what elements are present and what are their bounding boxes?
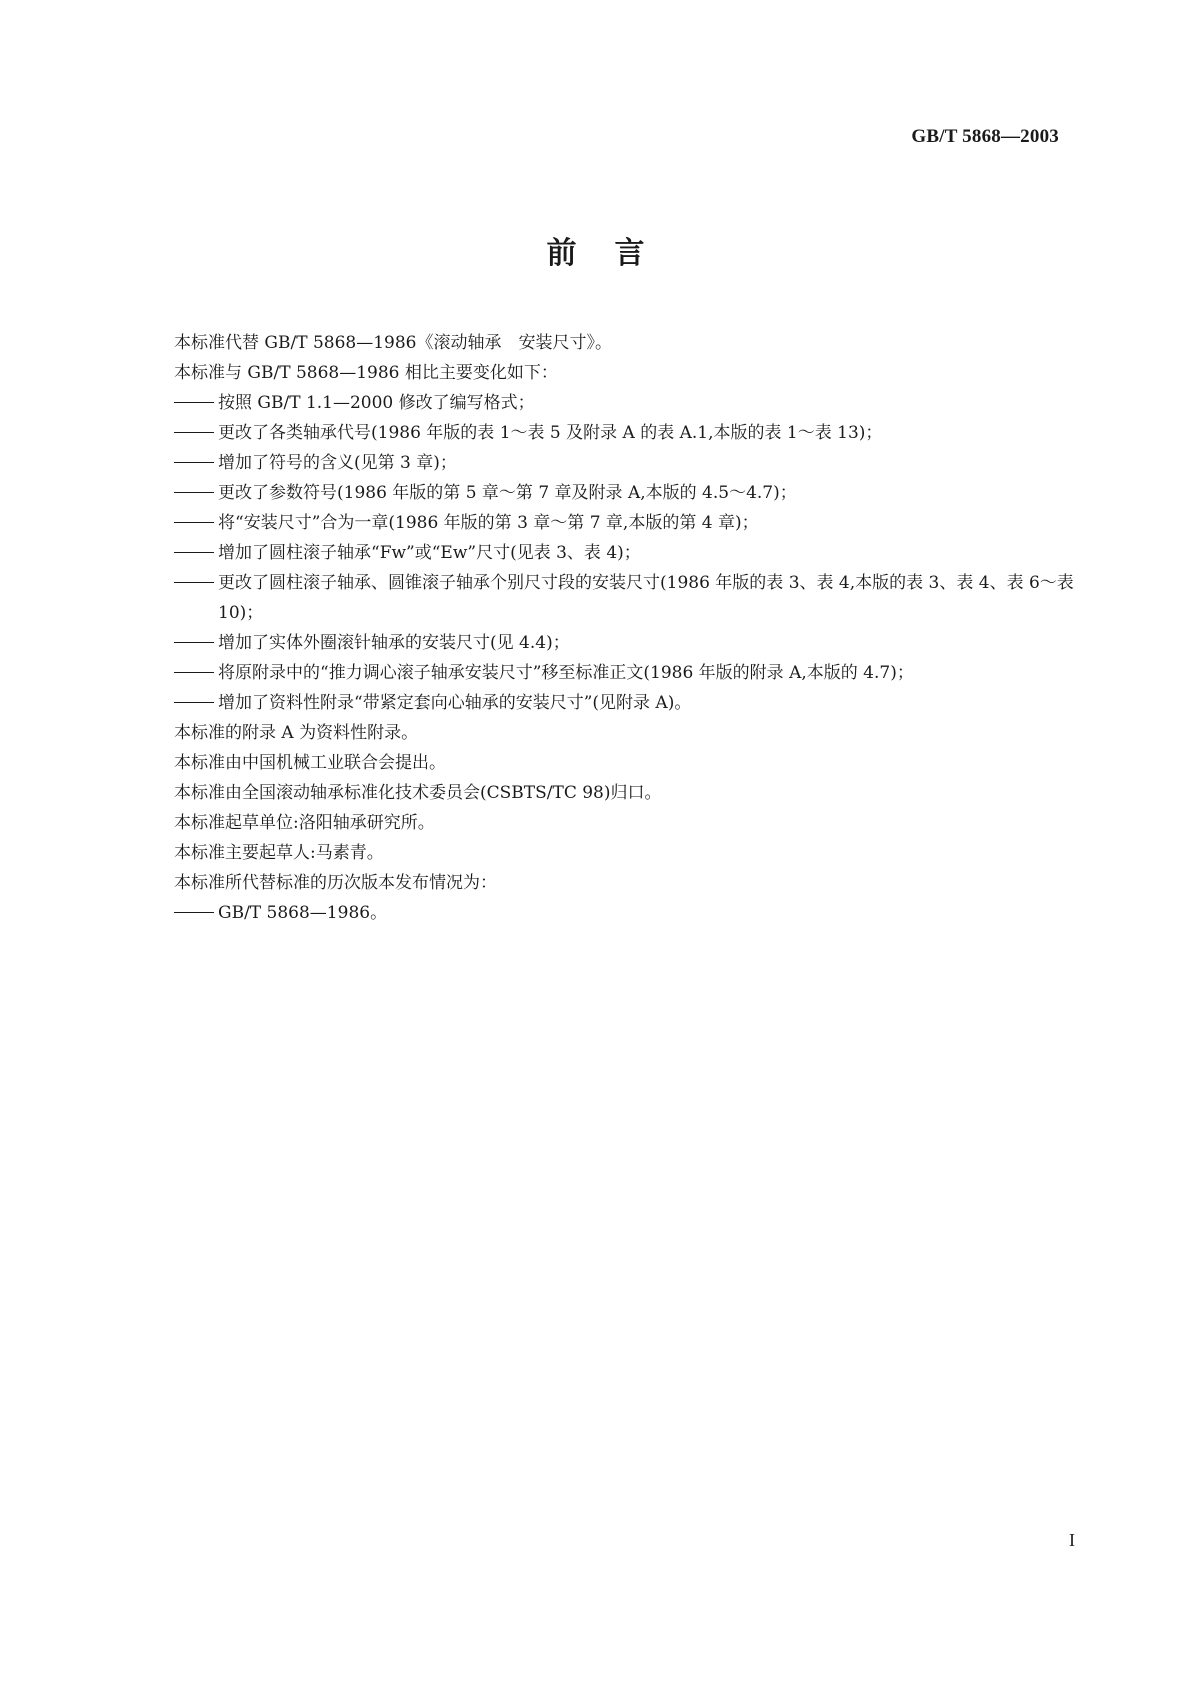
- list-item: GB/T 5868—1986。: [174, 898, 1074, 928]
- page-title: 前言: [546, 236, 683, 271]
- dash-marker: [174, 672, 214, 673]
- list-item: 更改了圆柱滚子轴承、圆锥滚子轴承个别尺寸段的安装尺寸(1986 年版的表 3、表 4,本版的表 3、表 4、表 6～表 10)；: [174, 568, 1074, 628]
- list-item: 增加了实体外圈滚针轴承的安装尺寸(见 4.4)；: [174, 628, 1074, 658]
- dash-marker: [174, 642, 214, 643]
- list-item: 更改了参数符号(1986 年版的第 5 章～第 7 章及附录 A,本版的 4.5～4.7)；: [174, 478, 1074, 508]
- list-item: 按照 GB/T 1.1—2000 修改了编写格式；: [174, 388, 1074, 418]
- paragraph: 本标准的附录 A 为资料性附录。: [174, 723, 419, 743]
- paragraph: 本标准所代替标准的历次版本发布情况为：: [174, 873, 497, 893]
- paragraph: 本标准主要起草人:马素青。: [174, 843, 384, 863]
- list-item: 增加了符号的含义(见第 3 章)；: [174, 448, 1074, 478]
- paragraph: 本标准代替 GB/T 5868—1986《滚动轴承 安装尺寸》。: [174, 333, 612, 353]
- list-item: 增加了圆柱滚子轴承“Fw”或“Ew”尺寸(见表 3、表 4)；: [174, 538, 1074, 568]
- paragraph: 本标准由全国滚动轴承标准化技术委员会(CSBTS/TC 98)归口。: [174, 783, 662, 803]
- dash-marker: [174, 432, 214, 433]
- dash-marker: [174, 462, 214, 463]
- paragraph: 本标准由中国机械工业联合会提出。: [174, 753, 446, 773]
- paragraph: 本标准与 GB/T 5868—1986 相比主要变化如下：: [174, 363, 558, 383]
- list-item: 将原附录中的“推力调心滚子轴承安装尺寸”移至标准正文(1986 年版的附录 A,本版的 4.7)；: [174, 658, 1074, 688]
- dash-marker: [174, 492, 214, 493]
- list-item: 更改了各类轴承代号(1986 年版的表 1～表 5 及附录 A 的表 A.1,本版的表 1～表 13)；: [174, 418, 1074, 448]
- dash-marker: [174, 402, 214, 403]
- list-item: 增加了资料性附录“带紧定套向心轴承的安装尺寸”(见附录 A)。: [174, 688, 1074, 718]
- page-number: I: [1069, 1530, 1075, 1550]
- paragraph: 本标准起草单位:洛阳轴承研究所。: [174, 813, 435, 833]
- standard-code: GB/T 5868—2003: [911, 126, 1059, 147]
- dash-marker: [174, 582, 214, 583]
- dash-marker: [174, 522, 214, 523]
- list-item: 将“安装尺寸”合为一章(1986 年版的第 3 章～第 7 章,本版的第 4 章)；: [174, 508, 1074, 538]
- dash-marker: [174, 552, 214, 553]
- document-body: [174, 328, 1074, 928]
- dash-marker: [174, 702, 214, 703]
- dash-marker: [174, 912, 214, 913]
